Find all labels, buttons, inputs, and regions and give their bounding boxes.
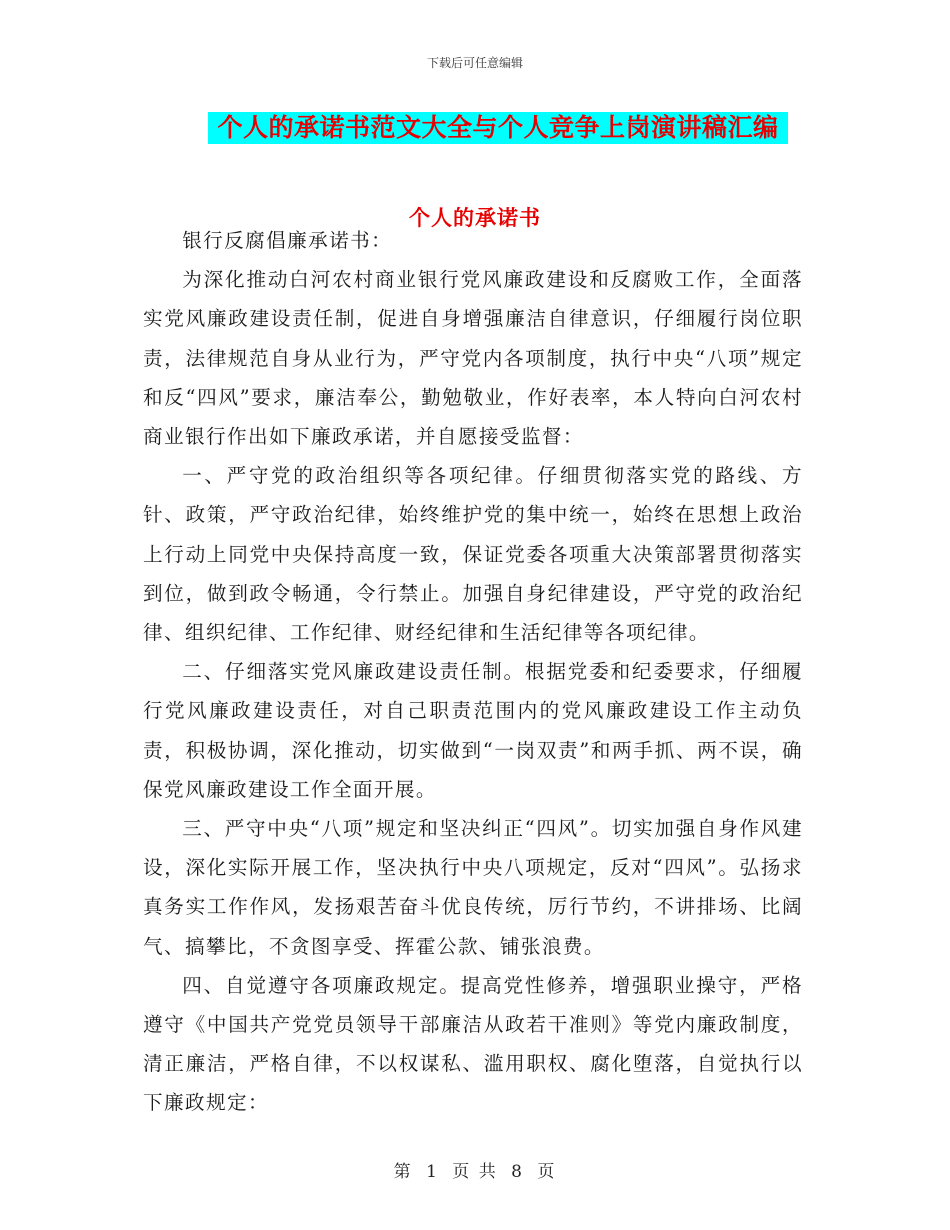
page-mid: 页 共 [452, 1162, 498, 1182]
section-title: 个人的承诺书 [409, 205, 541, 230]
header-note: 下载后可任意编辑 [426, 56, 523, 70]
clause-paragraph-4: 四、自觉遵守各项廉政规定。提高党性修养，增强职业操守，严格遵守《中国共产党党员领导干部廉洁从政若干准则》等党内廉政制度，清正廉洁，严格自律，不以权谋私、滥用职权、腐化堕落，自觉执行以下廉政规定： [143, 973, 803, 1115]
clause-paragraph-3: 三、严守中央“八项”规定和坚决纠正“四风”。切实加强自身作风建设，深化实际开展工作，坚决执行中央八项规定，反对“四风”。弘扬求真务实工作作风，发扬艰苦奋斗优良传统，厉行节约，不讲排场、比阔气、搞攀比，不贪图享受、挥霍公款、铺张浪费。 [143, 817, 803, 958]
document-body [143, 221, 803, 1123]
page-prefix: 第 [393, 1162, 413, 1182]
salutation-paragraph: 银行反腐倡廉承诺书： [182, 229, 393, 252]
intro-paragraph: 为深化推动白河农村商业银行党风廉政建设和反腐败工作，全面落实党风廉政建设责任制，促进自身增强廉洁自律意识，仔细履行岗位职责，法律规范自身从业行为，严守党内各项制度，执行中央“八项”规定和反“四风”要求，廉洁奉公，勤勉敬业，作好表率，本人特向白河农村商业银行作出如下廉政承诺，并自愿接受监督： [143, 268, 803, 449]
clause-paragraph-2: 二、仔细落实党风廉政建设责任制。根据党委和纪委要求，仔细履行党风廉政建设责任，对自己职责范围内的党风廉政建设工作主动负责，积极协调，深化推动，切实做到“一岗双责”和两手抓、两不误，确保党风廉政建设工作全面开展。 [143, 660, 803, 801]
page-current: 1 [426, 1162, 439, 1182]
clause-paragraph-1: 一、严守党的政治组织等各项纪律。仔细贯彻落实党的路线、方针、政策，严守政治纪律，始终维护党的集中统一，始终在思想上政治上行动上同党中央保持高度一致，保证党委各项重大决策部署贯彻落实到位，做到政令畅通，令行禁止。加强自身纪律建设，严守党的政治纪律、组织纪律、工作纪律、财经纪律和生活纪律等各项纪律。 [143, 464, 803, 645]
page-total: 8 [511, 1162, 524, 1182]
document-title-highlight [208, 112, 788, 144]
page-footer [0, 1157, 950, 1182]
page-suffix: 页 [537, 1162, 557, 1182]
document-title: 个人的承诺书范文大全与个人竞争上岗演讲稿汇编 [217, 113, 779, 142]
